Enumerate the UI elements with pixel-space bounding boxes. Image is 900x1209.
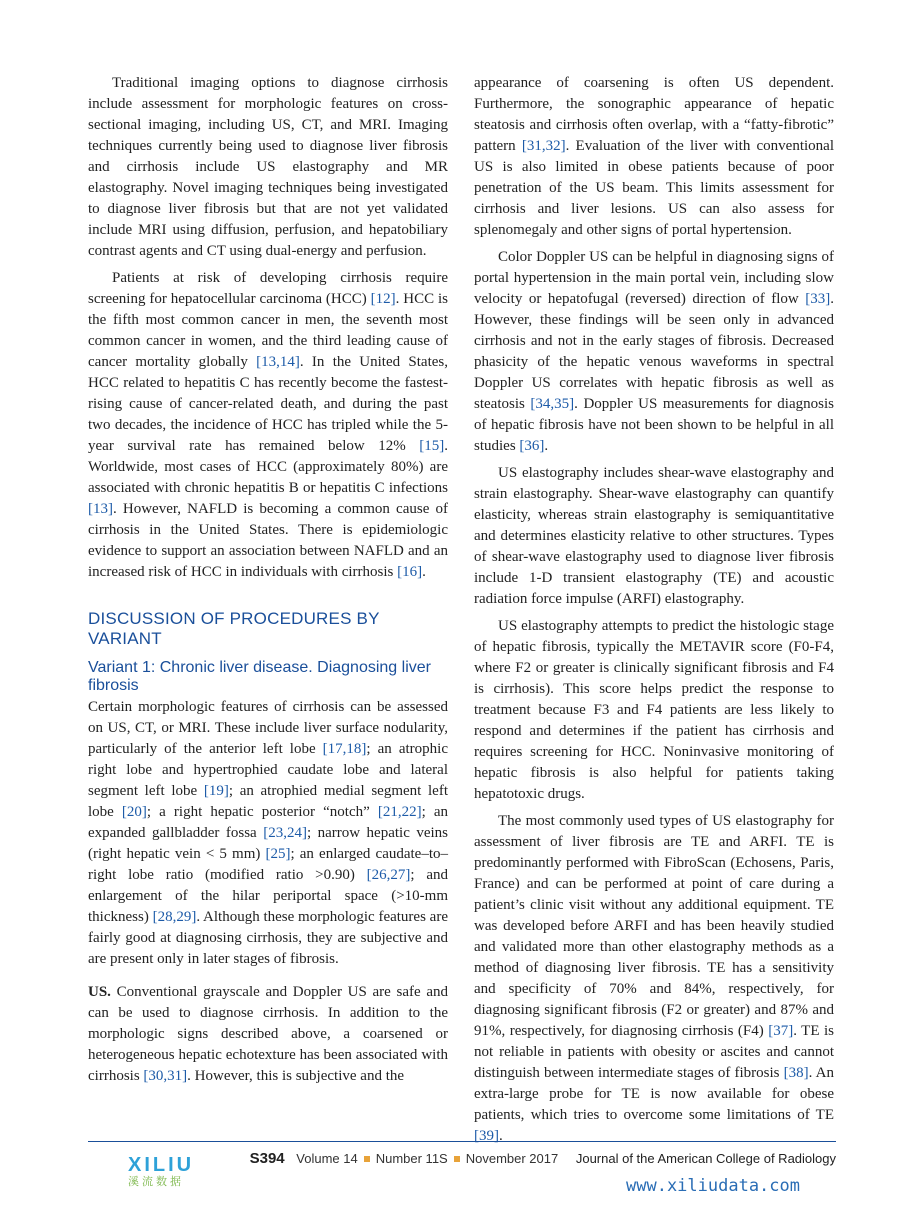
logo-wordmark: XILIU	[128, 1154, 195, 1176]
page-footer	[250, 1150, 836, 1167]
page-number: S394	[249, 1150, 285, 1167]
logo-chinese-text: 溪流数据	[128, 1175, 184, 1188]
paragraph: Certain morphologic features of cirrhosis can be assessed on US, CT, or MRI. These include liver surface nodularity, particularly of the anterior left lobe [17,18]; an atrophic right lobe and hypertrophied caudate lobe and lateral segment left lobe [19]; an atrophied medial segment left lobe [20]; a right hepatic posterior “notch” [21,22]; an expanded gallbladder fossa [23,24]; narrow hepatic veins (right hepatic vein < 5 mm) [25]; an enlarged caudate–to–right lobe ratio (modified ratio >0.90) [26,27]; and enlargement of the hilar periportal space (>10-mm thickness) [28,29]. Although these morphologic features are fairly good at diagnosing cirrhosis, they are subjective and are present only in later stages of fibrosis.	[88, 699, 449, 967]
left-column	[88, 73, 448, 1093]
citation-link[interactable]: [28,29]	[152, 909, 197, 925]
citation-link[interactable]: [17,18]	[322, 741, 367, 757]
citation-link[interactable]: [31,32]	[521, 138, 566, 154]
citation-link[interactable]: [23,24]	[263, 825, 307, 841]
paragraph: US. Conventional grayscale and Doppler US are safe and can be used to diagnose cirrhosis. In addition to the morphologic signs described above, a coarsened or heterogeneous hepatic echotexture has been associated with cirrhosis [30,31]. However, this is subjective and the	[88, 984, 448, 1084]
paragraph: Patients at risk of developing cirrhosis require screening for hepatocellular carcinoma (HCC) [12]. HCC is the fifth most common cancer in men, the seventh most common cancer in women, and the third leading cause of cancer mortality globally [13,14]. In the United States, HCC related to hepatitis C has recently become the fastest-rising cause of cancer-related death, and during the past two decades, the incidence of HCC has tripled while the 5-year survival rate has remained below 12% [15]. Worldwide, most cases of HCC (approximately 80%) are associated with chronic hepatitis B or hepatitis C infections [13]. However, NAFLD is becoming a common cause of cirrhosis in the United States. There is epidemiologic evidence to support an association between NAFLD and an increased risk of HCC in individuals with cirrhosis [16].	[88, 270, 449, 580]
watermark-url[interactable]: www.xiliudata.com	[626, 1176, 800, 1196]
citation-link[interactable]: [34,35]	[530, 396, 575, 412]
paragraph: appearance of coarsening is often US dependent. Furthermore, the sonographic appearance of hepatic steatosis and cirrhosis often overlap, with a “fatty-fibrotic” pattern [31,32]. Evaluation of the liver with conventional US is also limited in obese patients because of poor penetration of the US beam. This limits assessment for cirrhosis and liver lesions. US can also assess for splenomegaly and other signs of portal hypertension.	[474, 75, 834, 238]
citation-link[interactable]: [15]	[419, 438, 445, 454]
citation-link[interactable]: [19]	[203, 783, 229, 799]
citation-link[interactable]: [33]	[805, 291, 831, 307]
citation-link[interactable]: [30,31]	[143, 1068, 188, 1084]
paragraph: Color Doppler US can be helpful in diagnosing signs of portal hypertension in the main portal vein, including slow velocity or hepatofugal (reversed) direction of flow [33]. However, these findings will be seen only in advanced cirrhosis and not in the early stages of fibrosis. Decreased phasicity of the hepatic venous waveforms in spectral Doppler US correlates with hepatic fibrosis as well as steatosis [34,35]. Doppler US measurements for diagnosis of hepatic fibrosis have not been shown to be helpful in all studies [36].	[474, 249, 834, 454]
paragraph: US elastography includes shear-wave elastography and strain elastography. Shear-wave elastography can quantify elasticity, whereas strain elastography is semiquantitative and determines elasticity relative to other structures. Types of shear-wave elastography used to diagnose liver fibrosis include 1-D transient elastography (TE) and acoustic radiation force impulse (ARFI) elastography.	[474, 465, 834, 607]
issue-date: November 2017	[465, 1151, 559, 1166]
section-heading: DISCUSSION OF PROCEDURES BY VARIANT	[88, 609, 380, 648]
citation-link[interactable]: [12]	[370, 291, 396, 307]
journal-name: Journal of the American College of Radiology	[575, 1151, 836, 1166]
bullet-icon	[454, 1156, 460, 1162]
citation-link[interactable]: [38]	[783, 1065, 809, 1081]
paragraph: US elastography attempts to predict the histologic stage of hepatic fibrosis, typically the METAVIR score (F0-F4, where F2 or greater is clinically significant fibrosis and F4 is cirrhosis). This score helps predict the response to treatment because F3 and F4 patients are less likely to respond and determines if the patient has cirrhosis and requires screening for HCC. Noninvasive monitoring of hepatic fibrosis is also helpful for patients taking hepatotoxic drugs.	[474, 618, 834, 802]
citation-link[interactable]: [37]	[768, 1023, 794, 1039]
paragraph: The most commonly used types of US elastography for assessment of liver fibrosis are TE and ARFI. TE is predominantly performed with FibroScan (Echosens, Paris, France) and can be performed at point of care during a patient’s clinic visit without any additional equipment. TE was developed before ARFI and has been heavily studied and validated more than other elastography methods as a method of diagnosing liver fibrosis. TE has a sensitivity and specificity of 70% and 84%, respectively, for diagnosing significant fibrosis (F2 or greater) and 87% and 91%, respectively, for diagnosing cirrhosis (F4) [37]. TE is not reliable in patients with obesity or ascites and cannot distinguish between intermediate stages of fibrosis [38]. An extra-large probe for TE is now available for obese patients, which tries to overcome some limitations of TE [39].	[474, 813, 834, 1144]
right-column	[474, 73, 834, 1153]
volume: Volume 14	[296, 1151, 358, 1166]
xiliu-logo	[128, 1155, 218, 1191]
citation-link[interactable]: [25]	[265, 846, 291, 862]
variant-heading: Variant 1: Chronic liver disease. Diagnosing liver fibrosis	[88, 659, 431, 694]
citation-link[interactable]: [13,14]	[256, 354, 300, 370]
issue-number: Number 11S	[375, 1151, 448, 1166]
bullet-icon	[364, 1156, 370, 1162]
citation-link[interactable]: [21,22]	[377, 804, 422, 820]
citation-link[interactable]: [16]	[397, 564, 423, 580]
citation-link[interactable]: [13]	[88, 501, 113, 517]
run-in-heading: US.	[88, 984, 111, 1000]
citation-link[interactable]: [39]	[474, 1128, 499, 1144]
citation-link[interactable]: [20]	[121, 804, 147, 820]
citation-link[interactable]: [26,27]	[366, 867, 411, 883]
citation-link[interactable]: [36]	[519, 438, 545, 454]
footer-divider	[88, 1141, 836, 1142]
paragraph: Traditional imaging options to diagnose cirrhosis include assessment for morphologic features on cross-sectional imaging, including US, CT, and MRI. Imaging techniques currently being used to diagnose liver fibrosis and cirrhosis include US elastography and MR elastography. Novel imaging techniques being investigated to diagnose liver fibrosis but that are not yet validated include MRI using diffusion, perfusion, and hepatobiliary contrast agents and CT using dual-energy and perfusion.	[88, 75, 448, 259]
